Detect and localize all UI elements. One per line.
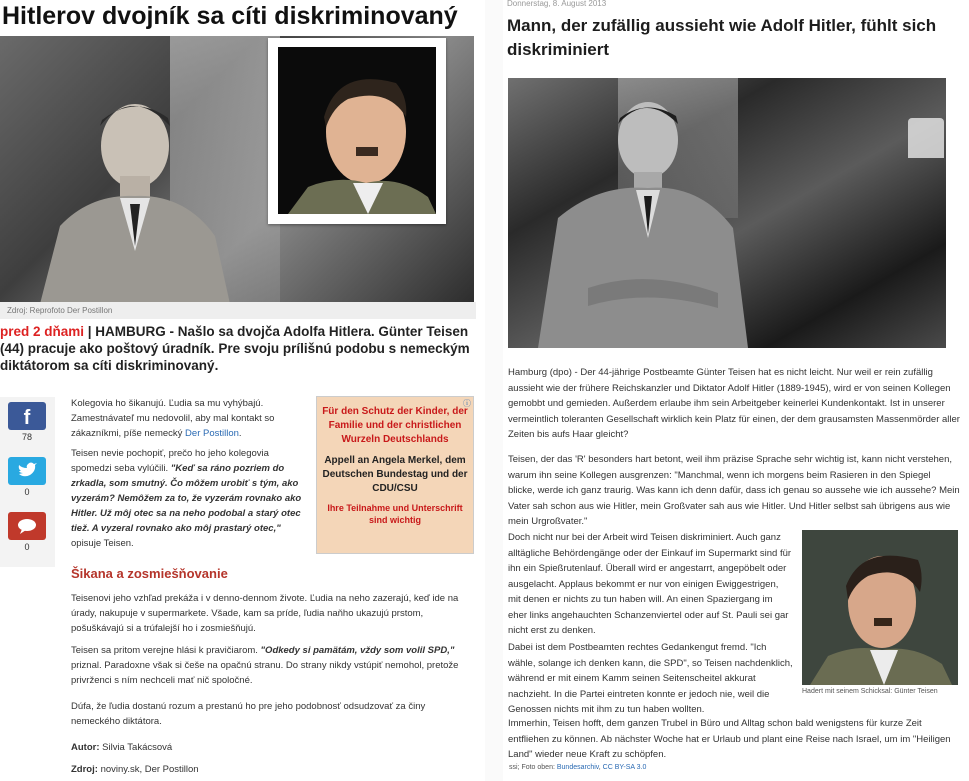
twitter-share-button[interactable] [8,457,46,485]
p4-end: priznal. Paradoxne však si češe na opačnú stranu. Do strany nikdy vstúpiť nemohol, pretože privrženci s ním nechceli mať nič spoločné. [71,660,459,686]
right-paragraph-2: Teisen, der das 'R' besonders hart betont, weil ihm präzise Sprache sehr wichtig ist, kann nicht verstehen, warum ihn seine Kollegen ausgrenzen: "Manchmal, wenn ich morgens beim Rasieren in den Spiegel blicke, werde ich ganz traurig. Was kann ich denn dafür, dass ich genau so aussehe wie ich aussehe? Mein Vater sah schon aus wie Hitler, mein Großvater sah aus wie Hitler. Und Hitler selbst sah übrigens aus wie mein Urgroßvater." [508,454,960,527]
seated-man-figure [20,76,240,304]
left-article-title: Hitlerov dvojník sa cíti diskriminovaný [2,2,458,30]
facebook-share-button[interactable] [8,402,46,430]
right-article-date: Donnerstag, 8. August 2013 [507,0,607,8]
p1-end: . [238,428,242,439]
author-line [71,740,172,755]
bundesarchiv-link[interactable]: Bundesarchiv [556,764,599,771]
p2-end: opisuje Teisen. [71,538,134,549]
right-main-photo [508,78,946,348]
standing-man-figure [528,88,758,348]
ad-info-icon[interactable]: ⓘ [463,399,471,408]
inset-portrait-frame [268,38,446,224]
license-link[interactable]: CC BY-SA 3.0 [602,764,647,771]
lead-text: | HAMBURG - Našlo sa dvojča Adolfa Hitlera. Günter Teisen (44) pracuje ako poštový úradník. Pre svoju prílišnú podobu s nemeckým diktátorom sa cíti diskriminovaný. [0,324,470,373]
right-paragraph-4: Dabei ist dem Postbeamten rechtes Gedankengut fremd. "Ich wähle, solange ich denken kann, die SPD", so Teisen nachdenklich, während er mit einem Kamm seinen Seitenscheitel akkurat nachzieht. In die Partei eintreten konnte er jedoch nie, weil die Genossen nichts mit ihm zu tun haben wollten. [508,642,793,715]
credits-sep: , [598,764,603,771]
source-text: noviny.sk, Der Postillon [100,764,199,775]
right-inset-caption: Hadert mit seinem Schicksal: Günter Teisen [802,688,938,695]
post-age: pred 2 dňami [0,324,85,339]
right-article-title: Mann, der zufällig aussieht wie Adolf Hitler, fühlt sich diskriminiert [507,16,937,59]
right-paragraph-5: Immerhin, Teisen hofft, dem ganzen Trubel in Büro und Alltag schon bald wenigstens für kurze Zeit entfliehen zu können. Ab nächster Woche hat er Urlaub und plant eine Reise nach Israel, um im "Heiligen Land" wieder neue Kraft zu schöpfen. [508,718,951,760]
left-paragraph-3: Teisenovi jeho vzhľad prekáža i v denno-dennom živote. Ľudia na neho zazerajú, keď ide na úrady, nakupuje v supermarkete. Všade, kam sa príde, ľudia naňho ukazujú prstom, pošuškávajú si a trúfalejší ho i zosmiešňujú. [71,593,459,634]
panel-divider [485,0,503,781]
advertisement[interactable] [316,396,474,554]
comment-button[interactable] [8,512,46,540]
left-paragraph-2 [71,446,311,551]
svg-text:f: f [23,407,31,429]
p4-quote: "Odkedy si pamätám, vždy som volil SPD," [260,645,455,656]
facebook-icon [8,402,46,430]
ad-line-3: Ihre Teilnahme und Unterschrift sind wichtig [327,503,463,525]
left-paragraph-5: Dúfa, že ľudia dostanú rozum a prestanú ho pre jeho podobnosť odsudzovať za činy nemeckého diktátora. [71,701,426,727]
p2-quote: "Keď sa ráno pozriem do zrkadla, som smutný. Čo môžem urobiť s tým, ako vyzerám? Nemôžem za to, že vyzerám rovnako ako Hitler. Už môj otec sa na neho podobal a starý otec tiež. A vyzeral rovnako ako môj prastarý otec," [71,463,302,534]
comment-icon [8,512,46,540]
right-inset-photo [802,530,958,685]
photo-lamp [908,118,944,158]
left-subheading: Šikana a zosmiešňovanie [71,566,228,581]
source-line [71,762,199,777]
ad-line-2: Appell an Angela Merkel, dem Deutschen Bundestag und der CDU/CSU [322,455,468,494]
credits-text: ssi; Foto oben: [509,764,557,771]
p4-text: Teisen sa pritom verejne hlási k pravičiarom. [71,645,261,656]
der-postillon-link[interactable]: Der Postillon [185,428,239,439]
photo-caption: Zdroj: Reprofoto Der Postillon [7,306,113,315]
twitter-count: 0 [24,487,30,497]
right-paragraph-1: Hamburg (dpo) - Der 44-jährige Postbeamte Günter Teisen hat es nicht leicht. Nur weil er rein zufällig aussieht wie der frühere Reichskanzler und Diktator Adolf Hitler (1889-1945), wird er von seinen Kollegen gemobbt und gemieden. Außerdem erlaube ihm sein Arbeitgeber keinerlei Kundenkontakt. Ist in unserer vermeintlich toleranten Gesellschaft wirklich kein Platz für einen, der dem grausamsten Massenmörder aller Zeiten bis aufs Haar gleicht? [508,367,960,440]
author-name: Silvia Takácsová [102,742,173,753]
portrait-figure [278,47,436,214]
lead-paragraph [0,323,470,374]
left-paragraph-1 [71,396,307,441]
p1-text: Kolegovia ho šikanujú. Ľudia sa mu vyhýbajú. Zamestnávateľ mu nedovolil, aby mal kontakt so zákazníkmi, píše nemecký [71,398,275,439]
author-label: Autor: [71,742,100,753]
source-label: Zdroj: [71,764,98,775]
facebook-count: 78 [21,432,32,442]
inset-portrait-figure [802,530,958,685]
left-paragraph-4 [71,643,471,688]
comment-count: 0 [24,542,30,552]
right-paragraph-3: Doch nicht nur bei der Arbeit wird Teisen diskriminiert. Auch ganz alltägliche Behördengänge oder der Einkauf im Supermarkt sind für ihn ein Spießrutenlauf. Überall wird er angestarrt, angepöbelt oder ausgelacht. Applaus bekommt er nur von einigen Ewiggestrigen, mit denen er nichts zu tun haben will. An einen Spaziergang im eher links angehauchten Schanzenviertel oder auf St. Pauli sei gar nicht erst zu denken. [508,532,792,636]
twitter-icon [8,457,46,485]
p2-text: Teisen nevie pochopiť, prečo ho jeho kolegovia spomedzi seba vylúčili. [71,448,269,474]
inset-portrait [278,47,436,214]
right-photo-credits [509,764,646,771]
ad-line-1: Für den Schutz der Kinder, der Familie und der christlichen Wurzeln Deutschlands [322,406,468,445]
